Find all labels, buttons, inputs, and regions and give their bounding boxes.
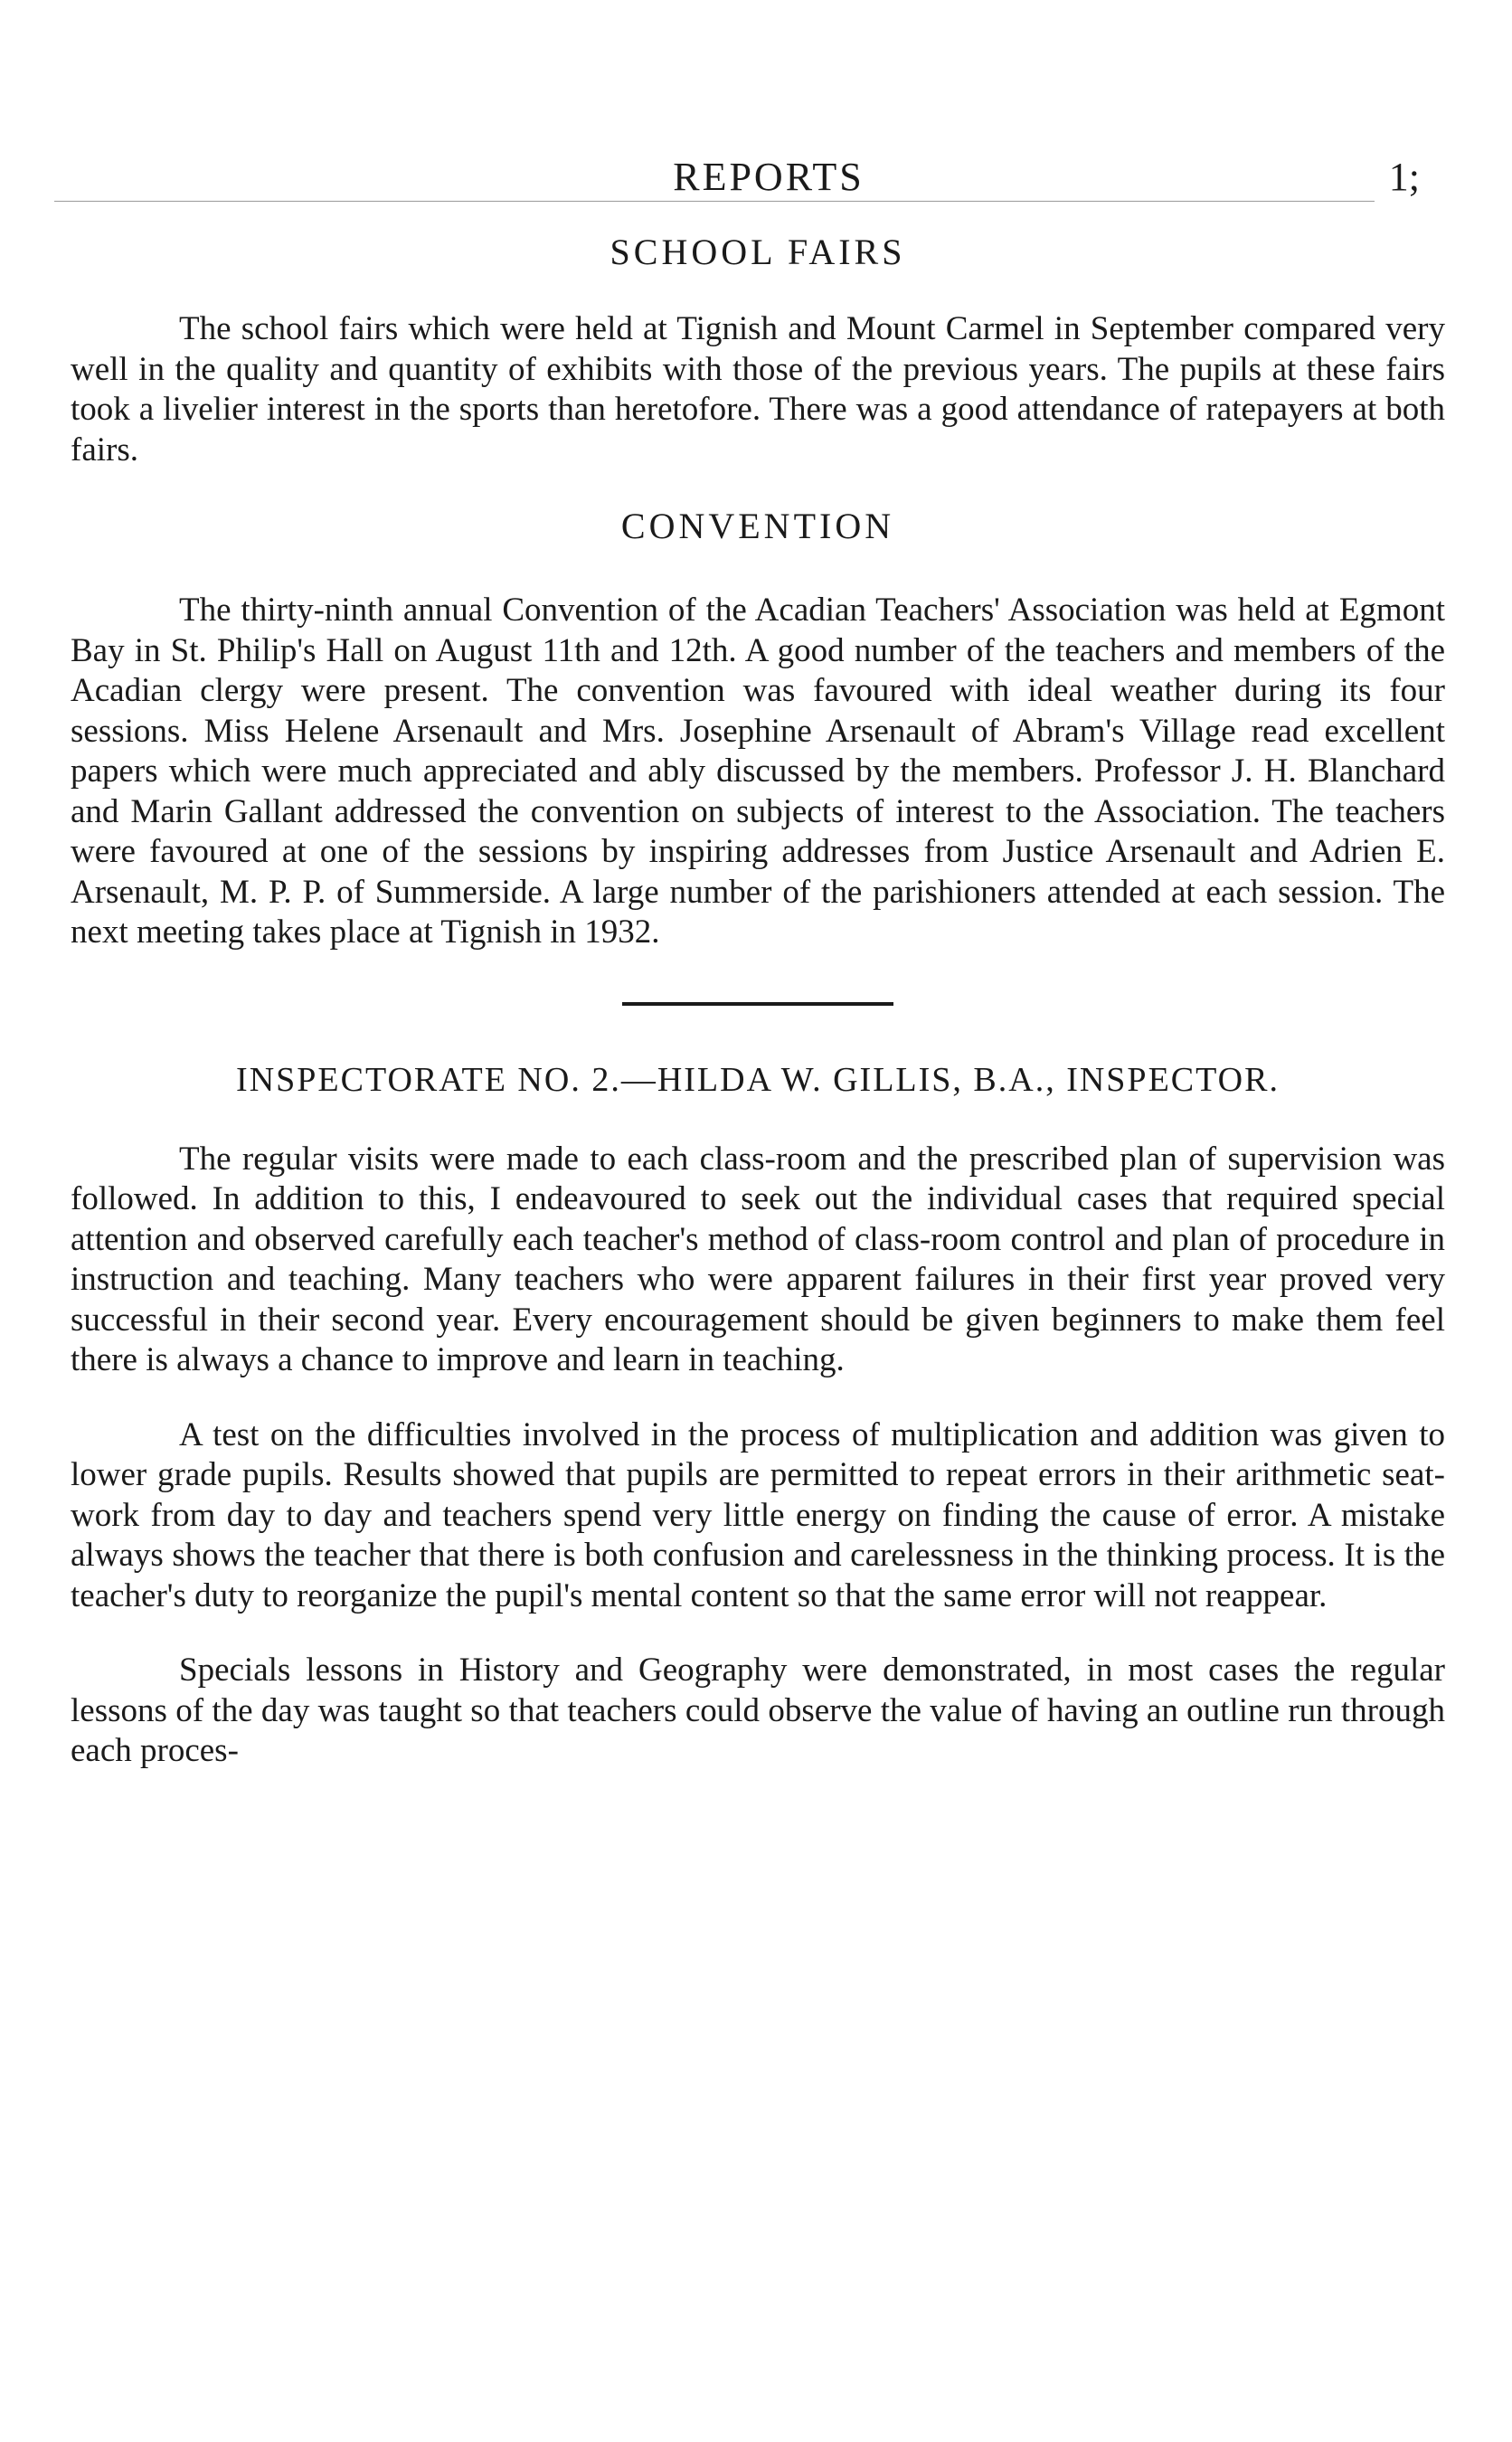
convention-section — [71, 505, 1445, 953]
school-fairs-paragraph: The school fairs which were held at Tignish and Mount Carmel in September compared very well in the quality and quantity of exhibits with those of the previous years. The pupils at these fairs took a livelier interest in the sports than heretofore. There was a good attendance of ratepayers at both fairs. — [71, 310, 1445, 469]
page-number: 1; — [1388, 155, 1420, 199]
school-fairs-title: SCHOOL FAIRS — [610, 232, 906, 272]
inspectorate-title: INSPECTORATE NO. 2.—HILDA W. GILLIS, B.A., INSPECTOR. — [236, 1060, 1280, 1099]
page-content — [71, 231, 1445, 1772]
school-fairs-section — [71, 231, 1445, 470]
inspectorate-section — [71, 1060, 1445, 1772]
convention-paragraph: The thirty-ninth annual Convention of the Acadian Teachers' Association was held at Egmont Bay in St. Philip's Hall on August 11th and 12th. A good number of the teachers and members of the Acadian clergy were present. The convention was favoured with ideal weather during its four sessions. Miss Helene Arsenault and Mrs. Josephine Arsenault of Abram's Village read excellent papers which were much appreciated and ably discussed by the members. Professor J. H. Blanchard and Marin Gallant addressed the convention on subjects of interest to the Association. The teachers were favoured at one of the sessions by inspiring addresses from Justice Arsenault and Adrien E. Arsenault, M. P. P. of Summerside. A large number of the parishioners attended at each session. The next meeting takes place at Tignish in 1932. — [71, 592, 1445, 951]
inspectorate-paragraph-1: The regular visits were made to each class-room and the prescribed plan of supervision was followed. In addition to this, I endeavoured to seek out the individual cases that required special attention and observed carefully each teacher's method of class-room control and plan of procedure in instruction and teaching. Many teachers who were apparent failures in their first year proved very successful in their second year. Every encouragement should be given beginners to make them feel there is always a chance to improve and learn in teaching. — [71, 1140, 1445, 1378]
running-header — [109, 154, 1429, 199]
inspectorate-paragraph-3: Specials lessons in History and Geography were demonstrated, in most cases the regular lessons of the day was taught so that teachers could observe the value of having an outline run through each proces- — [71, 1652, 1445, 1769]
convention-title: CONVENTION — [620, 506, 895, 546]
inspectorate-paragraph-2: A test on the difficulties involved in the process of multiplication and addition was given to lower grade pupils. Results showed that pupils are permitted to repeat errors in their arithmetic seat-work from day to day and teachers spend very little energy on finding the cause of error. A mistake always shows the teacher that there is both confusion and carelessness in the thinking process. It is the teacher's duty to reorganize the pupil's mental content so that the same error will not reappear. — [71, 1415, 1445, 1614]
header-rule — [54, 201, 1375, 202]
running-title: REPORTS — [673, 155, 865, 199]
